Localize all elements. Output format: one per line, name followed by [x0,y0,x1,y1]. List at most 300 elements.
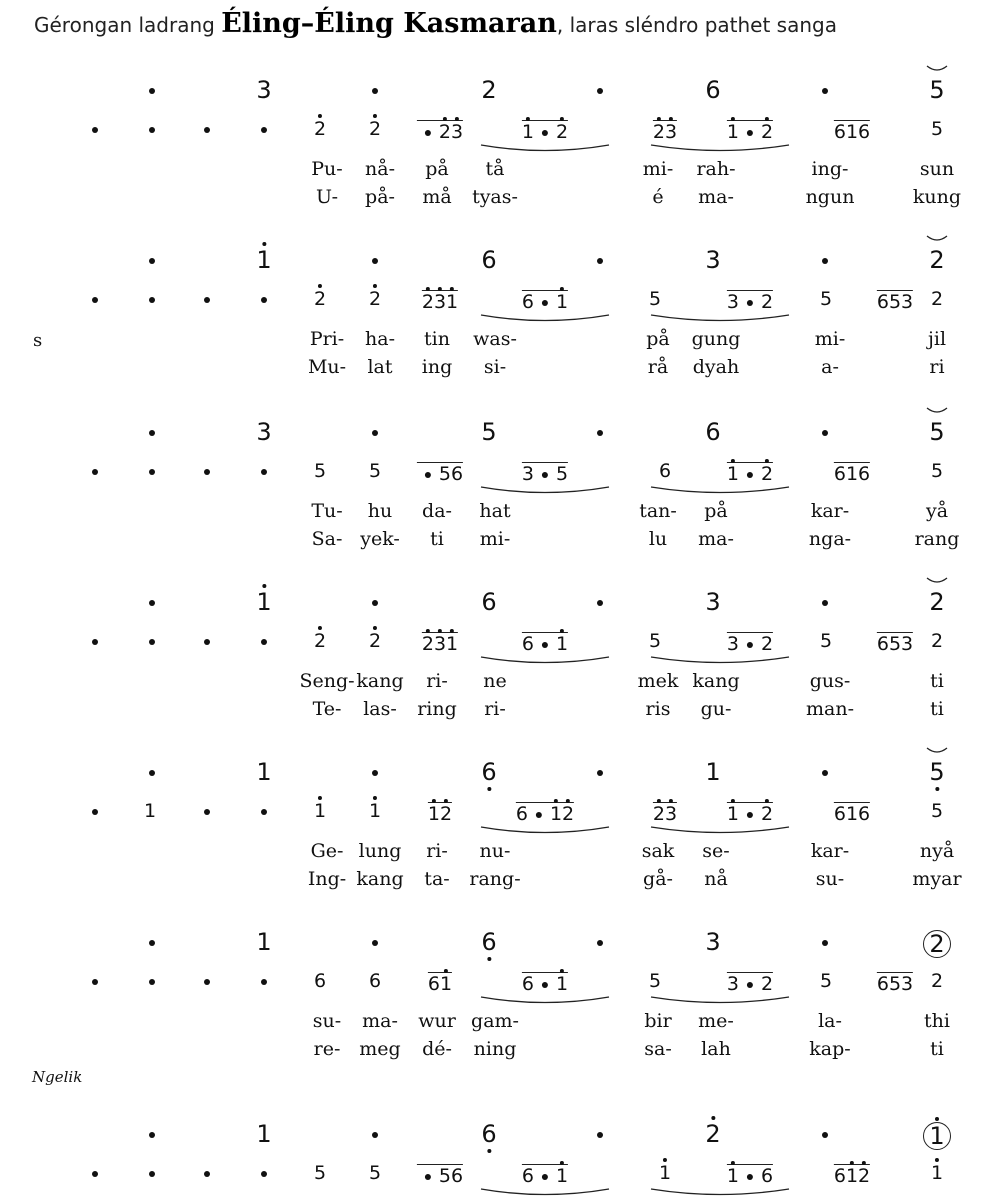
rest-dot [372,600,378,606]
gong-arc-mark [925,746,949,756]
lyric-syllable: gam- [471,1010,519,1032]
rest-dot [747,300,753,306]
rest-dot [149,770,155,776]
gerongan-note [84,120,106,139]
balungan-note: 2 [929,246,945,274]
lyric-syllable: ri- [426,840,448,862]
rest-dot [204,469,210,475]
rest-dot [542,472,548,478]
balungan-note: 2 [929,588,945,616]
gerongan-note: 2 [314,120,326,139]
balungan-note: 3 [256,418,272,446]
gerongan-note: 653 [876,291,914,313]
lyric-syllable: kang [356,868,404,890]
gerongan-note [196,290,218,309]
lyric-syllable: yå [925,500,949,522]
gerongan-note: 5 [368,1162,382,1184]
slur-mark [480,144,610,156]
balungan-note: 6 [481,1122,496,1146]
gong-circle: 1 [923,1122,951,1150]
balungan-note [822,760,828,784]
gerongan-note: 5 [648,630,662,652]
gerongan-note [253,290,275,309]
balungan-note [822,420,828,444]
rest-dot [261,469,267,475]
balungan-note: 6 [481,588,497,616]
lyric-syllable: su- [815,868,845,890]
balungan-note [597,1122,603,1146]
rest-dot [204,979,210,985]
balungan-note: 5 [929,418,945,446]
gerongan-note: 3 2 [726,973,774,995]
lyric-syllable: rå [647,356,669,378]
balungan-note: 6 [705,76,721,104]
gerongan-note: 5 [819,288,833,310]
gerongan-note: 1 6 [727,1164,773,1186]
lyric-syllable: thi [924,1010,950,1032]
rest-dot [372,430,378,436]
gerongan-note [253,802,275,821]
lyric-syllable: ris [645,698,671,720]
lyric-syllable: gå- [643,868,673,890]
balungan-note [822,590,828,614]
balungan-note [822,248,828,272]
balungan-note [149,760,155,784]
lyric-syllable: tan- [639,500,677,522]
rest-dot [261,809,267,815]
balungan-note [149,1122,155,1146]
rest-dot [542,1174,548,1180]
lyric-syllable: dé- [422,1038,452,1060]
rest-dot [149,1171,155,1177]
lyric-syllable: ing [421,356,453,378]
gerongan-note: 2 [930,288,944,310]
gerongan-note: 1 [659,1164,671,1183]
lyric-syllable: Ing- [307,868,347,890]
rest-dot [149,127,155,133]
rest-dot [597,600,603,606]
gerongan-note: 2 3 1 [422,632,458,654]
lyric-syllable: ma- [698,186,734,208]
lyric-syllable: sak [641,840,675,862]
rest-dot [149,600,155,606]
rest-dot [425,472,431,478]
gerongan-note [253,1164,275,1183]
gerongan-note [141,1164,163,1183]
gerongan-note: 2 3 1 [422,290,458,312]
balungan-note: 6 [481,760,496,784]
lyric-syllable: på- [365,186,395,208]
rest-dot [204,127,210,133]
rest-dot [92,1171,98,1177]
lyric-syllable: ti [930,698,944,720]
rest-dot [261,127,267,133]
lyric-syllable: lung [358,840,402,862]
rest-dot [747,1174,753,1180]
slur-mark [480,486,610,498]
gerongan-note: 653 [876,973,914,995]
lyric-syllable: rang [914,528,960,550]
rest-dot [149,469,155,475]
balungan-note: 2 [705,1122,720,1146]
rest-dot [822,258,828,264]
lyric-syllable: kung [912,186,962,208]
gerongan-note: 5 [313,1162,327,1184]
gerongan-note: 1 2 [522,120,568,142]
lyric-syllable: Tu- [311,500,343,522]
lyric-syllable: rah- [696,158,736,180]
lyric-syllable: tyas- [472,186,518,208]
lyric-syllable: hat [479,500,511,522]
balungan-note [923,930,951,958]
rest-dot [542,982,548,988]
gerongan-note [196,632,218,651]
gerongan-note: 56 [417,1164,463,1186]
lyric-syllable: sa- [644,1038,672,1060]
balungan-note [372,248,378,272]
slur-mark [480,996,610,1008]
gerongan-note [84,290,106,309]
section-label-ngelik: Ngelik [32,1068,83,1086]
gerongan-note: 2 3 [417,120,463,142]
rest-dot [92,979,98,985]
gerongan-note: 6 [368,970,382,992]
gerongan-note [253,462,275,481]
lyric-syllable: mek [637,670,679,692]
balungan-note: 1 [705,758,721,786]
rest-dot [261,297,267,303]
gong-arc-mark [925,576,949,586]
slur-mark [650,314,790,326]
rest-dot [204,639,210,645]
balungan-note: 1 [256,928,272,956]
rest-dot [747,812,753,818]
slur-mark [480,656,610,668]
rest-dot [149,430,155,436]
balungan-note: 2 [481,76,497,104]
gerongan-note: 5 [930,800,944,822]
gerongan-note: 616 [833,121,871,143]
lyric-syllable: wur [418,1010,456,1032]
gerongan-note [253,632,275,651]
lyric-syllable: man- [805,698,855,720]
balungan-note: 5 [481,418,497,446]
rest-dot [261,1171,267,1177]
gerongan-note [253,972,275,991]
lyric-syllable: mi- [814,328,846,350]
gerongan-note [253,120,275,139]
lyric-syllable: ha- [365,328,395,350]
lyric-syllable: Mu- [307,356,347,378]
balungan-note: 5 [929,760,944,784]
gerongan-note [141,120,163,139]
lyric-syllable: ri- [484,698,506,720]
lyric-syllable: ti [930,670,944,692]
lyric-syllable: kar- [810,840,850,862]
gerongan-note [196,802,218,821]
rest-dot [372,1132,378,1138]
lyric-syllable: was- [473,328,517,350]
balungan-note: 3 [705,588,721,616]
balungan-note: 5 [929,76,945,104]
gerongan-note: 56 [417,462,463,484]
rest-dot [542,130,548,136]
gong-arc-mark [925,64,949,74]
lyric-syllable: dyah [692,356,740,378]
lyric-syllable: nå- [365,158,395,180]
lyric-syllable: ing- [811,158,849,180]
gong-arc-mark [925,234,949,244]
lyric-syllable: kap- [809,1038,851,1060]
lyric-syllable: Te- [312,698,342,720]
lyric-syllable: se- [702,840,730,862]
rest-dot [149,297,155,303]
gerongan-note: 2 3 [653,802,677,824]
lyric-syllable: Pu- [311,158,343,180]
gerongan-note: 5 [930,118,944,140]
lyric-syllable: é [652,186,664,208]
balungan-note: 1 [256,1120,272,1148]
lyric-syllable: mi- [479,528,511,550]
balungan-note [923,1122,951,1150]
gerongan-note [196,1164,218,1183]
balungan-note [372,1122,378,1146]
lyric-syllable: re- [313,1038,341,1060]
balungan-note [372,78,378,102]
lyric-syllable: da- [422,500,452,522]
rest-dot [149,1132,155,1138]
rest-dot [149,979,155,985]
balungan-note: 6 [481,246,497,274]
lyric-syllable: jil [927,328,947,350]
rest-dot [597,940,603,946]
lyric-syllable: bir [644,1010,672,1032]
gerongan-note [84,802,106,821]
gerongan-note: 5 [648,970,662,992]
balungan-note: 1 [256,248,271,272]
gerongan-note: 6 [658,460,672,482]
balungan-note: 1 [256,590,271,614]
lyric-syllable: myar [912,868,962,890]
gerongan-note: 6 1 [522,1164,568,1186]
lyric-syllable: Seng- [299,670,355,692]
lyric-syllable: tå [485,158,505,180]
rest-dot [822,1132,828,1138]
rest-dot [536,812,542,818]
lyric-syllable: kang [356,670,404,692]
rest-dot [425,1174,431,1180]
lyric-syllable: ma- [362,1010,398,1032]
lyric-syllable: su- [312,1010,342,1032]
rest-dot [822,88,828,94]
rest-dot [597,770,603,776]
gerongan-note [84,972,106,991]
rest-dot [372,770,378,776]
lyric-syllable: på [704,500,728,522]
lyric-syllable: yek- [360,528,400,550]
balungan-note [372,420,378,444]
title-piece-name: Éling–Éling Kasmaran [221,8,557,39]
gerongan-note: 2 [369,290,381,309]
balungan-note [149,930,155,954]
lyric-syllable: ne [483,670,507,692]
lyric-syllable: U- [315,186,339,208]
gerongan-note: 1 2 [428,802,452,824]
balungan-note [597,930,603,954]
balungan-note [822,78,828,102]
rest-dot [597,1132,603,1138]
balungan-note [372,930,378,954]
lyric-syllable: ri- [426,670,448,692]
balungan-note [597,248,603,272]
lyric-syllable: sun [919,158,955,180]
lyric-syllable: mi- [642,158,674,180]
gerongan-note: 5 [819,630,833,652]
lyric-syllable: ring [417,698,457,720]
lyric-syllable: nu- [479,840,511,862]
rest-dot [261,639,267,645]
slur-mark [650,826,790,838]
gerongan-note: 5 [313,460,327,482]
slur-mark [650,996,790,1008]
lyric-syllable: ti [430,528,444,550]
gerongan-note [141,972,163,991]
lyric-syllable: meg [359,1038,401,1060]
gerongan-note: 5 [648,288,662,310]
gerongan-note: 2 [930,970,944,992]
gerongan-note [141,462,163,481]
lyric-syllable: la- [818,1010,842,1032]
gerongan-note: 1 2 [727,802,773,824]
rest-dot [92,127,98,133]
title-prefix: Gérongan ladrang [34,13,222,37]
gerongan-note: 1 2 [727,120,773,142]
rest-dot [149,639,155,645]
gerongan-note: 1 [143,800,157,822]
lyric-syllable: las- [363,698,397,720]
lyric-syllable: si- [483,356,507,378]
lyric-syllable: gung [691,328,741,350]
lyric-syllable: kar- [810,500,850,522]
gerongan-note: 3 2 [726,633,774,655]
balungan-note [822,930,828,954]
rest-dot [92,469,98,475]
rest-dot [542,642,548,648]
lyric-syllable: kang [692,670,740,692]
balungan-note [149,248,155,272]
lyric-syllable: me- [698,1010,734,1032]
balungan-note: 3 [705,928,721,956]
gerongan-note [141,290,163,309]
gerongan-note: 1 2 [727,462,773,484]
rest-dot [822,940,828,946]
balungan-note: 3 [256,76,272,104]
rest-dot [92,809,98,815]
lyric-syllable: lat [367,356,393,378]
slur-mark [650,656,790,668]
gerongan-note: 6 1 2 [516,802,574,824]
rest-dot [372,940,378,946]
margin-mark: s [33,330,43,351]
lyric-syllable: ning [473,1038,517,1060]
gerongan-note: 6 1 [522,632,568,654]
lyric-syllable: lu [648,528,668,550]
balungan-note [149,78,155,102]
gerongan-note: 61 2 [834,1164,870,1186]
gerongan-note [84,632,106,651]
lyric-syllable: ta- [424,868,450,890]
gerongan-note [84,462,106,481]
gerongan-note [84,1164,106,1183]
gerongan-note: 653 [876,633,914,655]
balungan-note [372,590,378,614]
balungan-note: 1 [256,758,272,786]
rest-dot [92,639,98,645]
gerongan-note [196,462,218,481]
gerongan-note: 3 5 [521,463,569,485]
rest-dot [372,88,378,94]
rest-dot [261,979,267,985]
lyric-syllable: hu [367,500,393,522]
lyric-syllable: rang- [469,868,521,890]
gerongan-note: 2 3 [653,120,677,142]
lyric-syllable: nyå [919,840,955,862]
lyric-syllable: gus- [809,670,851,692]
rest-dot [597,430,603,436]
gerongan-note: 1 [314,802,326,821]
gerongan-note: 616 [833,803,871,825]
gerongan-note: 6 1 [522,290,568,312]
gerongan-note: 6 1 [522,972,568,994]
lyric-syllable: Sa- [311,528,343,550]
title-suffix: , laras sléndro pathet sanga [556,13,837,37]
gong-circle: 2 [923,930,951,958]
rest-dot [822,600,828,606]
gerongan-note: 2 [314,290,326,309]
rest-dot [747,642,753,648]
lyric-syllable: på [425,158,449,180]
rest-dot [747,982,753,988]
slur-mark [650,144,790,156]
gerongan-note: 1 [369,802,381,821]
lyric-syllable: a- [821,356,839,378]
balungan-note: 3 [705,246,721,274]
rest-dot [149,258,155,264]
slur-mark [650,486,790,498]
balungan-note [372,760,378,784]
lyric-syllable: Ge- [310,840,344,862]
rest-dot [92,297,98,303]
rest-dot [747,130,753,136]
gerongan-note: 2 [314,632,326,651]
balungan-note [597,760,603,784]
gerongan-note: 6 [313,970,327,992]
rest-dot [149,940,155,946]
gerongan-note: 1 [931,1164,943,1183]
gerongan-note: 5 [368,460,382,482]
slur-mark [480,1188,610,1200]
gerongan-note: 5 [930,460,944,482]
slur-mark [650,1188,790,1200]
rest-dot [597,258,603,264]
rest-dot [425,130,431,136]
lyric-syllable: gu- [700,698,732,720]
rest-dot [372,258,378,264]
lyric-syllable: ma- [698,528,734,550]
lyric-syllable: Pri- [309,328,345,350]
gerongan-note [196,972,218,991]
rest-dot [747,472,753,478]
